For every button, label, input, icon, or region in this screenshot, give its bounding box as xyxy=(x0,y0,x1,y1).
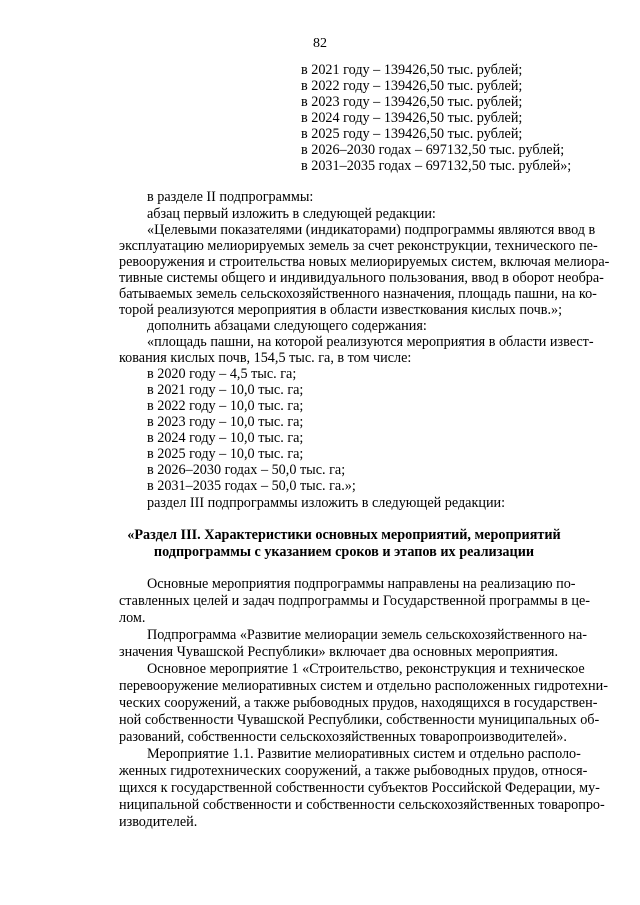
targets-paragraph-line: тивные системы общего и индивидуального пользования, ввод в оборот необра- xyxy=(119,270,604,286)
body-paragraph-line: ной собственности Чувашской Республики, собственности муниципальных об- xyxy=(119,712,600,728)
funding-year-line: в 2021 году – 139426,50 тыс. рублей; xyxy=(301,62,523,78)
body-paragraph-line: ческих сооружений, а также рыбоводных прудов, находящихся в государствен- xyxy=(119,695,598,711)
area-year-line: в 2023 году – 10,0 тыс. га; xyxy=(147,414,304,430)
area-year-line: в 2021 году – 10,0 тыс. га; xyxy=(147,382,304,398)
funding-year-line: в 2022 году – 139426,50 тыс. рублей; xyxy=(301,78,523,94)
section3-instruction: раздел III подпрограммы изложить в следующей редакции: xyxy=(147,495,506,511)
body-paragraph-line: Подпрограмма «Развитие мелиорации земель сельскохозяйственного на- xyxy=(147,627,587,643)
area-year-line: в 2031–2035 годах – 50,0 тыс. га.»; xyxy=(147,478,356,494)
body-paragraph-line: Мероприятие 1.1. Развитие мелиоративных систем и отдельно располо- xyxy=(147,746,581,762)
body-paragraph-line: ставленных целей и задач подпрограммы и Государственной программы в це- xyxy=(119,593,590,609)
area-paragraph-line: «площадь пашни, на которой реализуются мероприятия в области извест- xyxy=(147,334,594,350)
body-paragraph-line: изводителей. xyxy=(119,814,198,830)
section3-heading-line: подпрограммы с указанием сроков и этапов их реализации xyxy=(153,544,535,560)
page-number: 82 xyxy=(313,36,327,51)
funding-year-line: в 2024 году – 139426,50 тыс. рублей; xyxy=(301,110,523,126)
body-paragraph-line: значения Чувашской Республики» включает два основных мероприятия. xyxy=(119,644,558,660)
funding-year-line: в 2023 году – 139426,50 тыс. рублей; xyxy=(301,94,523,110)
targets-paragraph-line: батываемых земель сельскохозяйственного назначения, площадь пашни, на ко- xyxy=(119,286,597,302)
section3-heading-line: «Раздел III. Характеристики основных мероприятий, мероприятий xyxy=(127,527,561,543)
targets-paragraph-line: эксплуатацию мелиорируемых земель за счет реконструкции, технического пе- xyxy=(119,238,598,254)
add-instruction: дополнить абзацами следующего содержания: xyxy=(147,318,427,334)
targets-paragraph-line: торой реализуются мероприятия в области известкования кислых почв.»; xyxy=(119,302,563,318)
area-year-line: в 2025 году – 10,0 тыс. га; xyxy=(147,446,304,462)
area-paragraph-line: кования кислых почв, 154,5 тыс. га, в том числе: xyxy=(119,350,412,366)
body-paragraph-line: разований, собственности сельскохозяйственных товаропроизводителей». xyxy=(119,729,567,745)
area-year-line: в 2020 году – 4,5 тыс. га; xyxy=(147,366,297,382)
section2-intro: в разделе II подпрограммы: xyxy=(147,189,314,205)
body-paragraph-line: перевооружение мелиоративных систем и отдельно расположенных гидротехни- xyxy=(119,678,608,694)
area-year-line: в 2022 году – 10,0 тыс. га; xyxy=(147,398,304,414)
targets-paragraph-line: ревооружения и строительства новых мелиорируемых систем, включая мелиора- xyxy=(119,254,610,270)
area-year-line: в 2026–2030 годах – 50,0 тыс. га; xyxy=(147,462,346,478)
body-paragraph-line: Основные мероприятия подпрограммы направлены на реализацию по- xyxy=(147,576,576,592)
body-paragraph-line: Основное мероприятие 1 «Строительство, реконструкция и техническое xyxy=(147,661,585,677)
body-paragraph-line: женных гидротехнических сооружений, а также рыбоводных прудов, относя- xyxy=(119,763,588,779)
body-paragraph-line: ниципальной собственности и собственности сельскохозяйственных товаропро- xyxy=(119,797,605,813)
funding-year-line: в 2031–2035 годах – 697132,50 тыс. рублей»; xyxy=(301,158,572,174)
funding-year-line: в 2025 году – 139426,50 тыс. рублей; xyxy=(301,126,523,142)
funding-year-line: в 2026–2030 годах – 697132,50 тыс. рублей; xyxy=(301,142,565,158)
body-paragraph-line: лом. xyxy=(119,610,146,626)
para1-instruction: абзац первый изложить в следующей редакции: xyxy=(147,206,436,222)
body-paragraph-line: щихся к государственной собственности субъектов Российской Федерации, му- xyxy=(119,780,600,796)
area-year-line: в 2024 году – 10,0 тыс. га; xyxy=(147,430,304,446)
targets-paragraph-line: «Целевыми показателями (индикаторами) подпрограммы являются ввод в xyxy=(147,222,596,238)
